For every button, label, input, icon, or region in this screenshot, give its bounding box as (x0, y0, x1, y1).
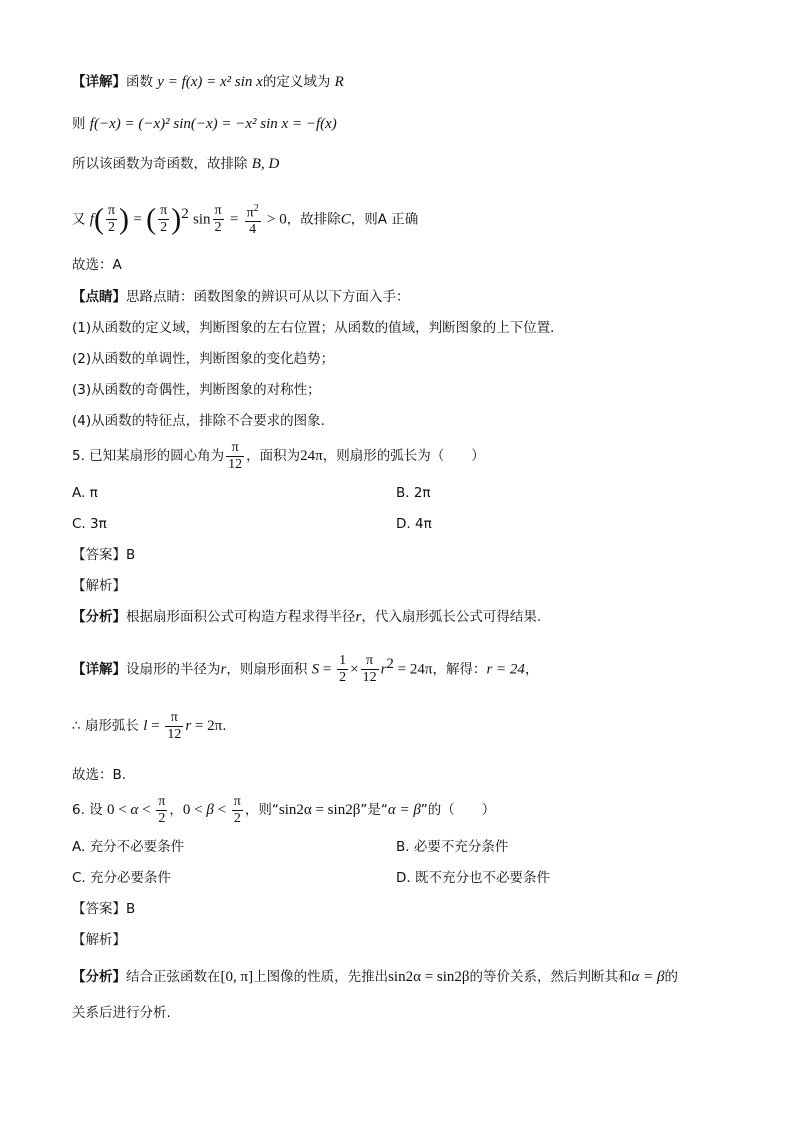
option-c-symbol: C (340, 211, 351, 228)
pi-over-2-fraction-c: $\frac{\pi}{2}$ (214, 203, 222, 235)
f-symbol: f (89, 211, 94, 228)
tip-item-4: (4)从函数的特征点，排除不合要求的图象. (72, 413, 325, 429)
then-text: 则 (72, 116, 86, 132)
pi-squared-over-4-fraction: $\frac{\pi^2}{4}$ (246, 202, 259, 238)
question-6-stem: 6. 设 0 < α < $\frac{\pi}{2}$ ，0 < β < $\frac{\pi}{2}$ ，则“sin2α = sin2β”是“α = β”的（ ） (72, 793, 496, 826)
q6-interval: [0, π] (220, 969, 254, 985)
q5-detail-e: ， (524, 661, 539, 678)
tip-label: 【点睛】 (72, 289, 126, 305)
q6-option-c: C. 充分必要条件 (72, 870, 172, 886)
q5-answer: 【答案】B (72, 547, 136, 563)
pi-over-12-fraction: $\frac{\pi}{12}$ (228, 439, 243, 472)
exclude-text: ，故排除 (286, 211, 341, 228)
q5-area: 24π (300, 448, 323, 464)
odd-function-text: 所以该函数为奇函数，故排除 (72, 156, 248, 172)
q5-detail: 【详解】设扇形的半径为r，则扇形面积 S = $\frac{1}{2}$ × $\frac{\pi}{12}$ $r^2 = 24\pi$，解得：r = 24， (72, 653, 539, 685)
pi-over-2-fraction-e: $\frac{\pi}{2}$ (233, 793, 241, 826)
choice-line-a: 故选：A (72, 257, 122, 273)
q6-fenxi (72, 967, 678, 987)
q5-option-c: C. 3π (72, 516, 107, 532)
domain-symbol: R (334, 74, 344, 90)
q5-detail-a: 设扇形的半径为 (126, 661, 221, 678)
q6-options-row-2 (72, 868, 722, 888)
q5-fenxi-r: r (355, 609, 362, 625)
q6-condition-1: sin2α = sin2β (278, 802, 361, 818)
excluded-options: B, D (251, 156, 280, 172)
q6-stem-b: ，则“ (244, 802, 279, 818)
q5-fenxi-text: 根据扇形面积公式可构造方程求得半径 (126, 609, 356, 625)
q5-options-row-1 (72, 483, 722, 503)
q6-answer: 【答案】B (72, 901, 136, 917)
odd-function-equation: f(−x) = (−x)² sin(−x) = −x² sin x = −f(x) (89, 116, 337, 132)
q5-analysis: 【解析】 (72, 578, 126, 594)
detail-line-2 (72, 114, 337, 134)
tip-item-2: (2)从函数的单调性，判断图象的变化趋势； (72, 351, 335, 367)
detail-label: 【详解】 (72, 74, 126, 90)
detail-line-3 (72, 154, 279, 174)
also-text: 又 (72, 211, 86, 228)
one-half-fraction: $\frac{1}{2}$ (339, 653, 347, 685)
pi-over-2-fraction-b: $\frac{\pi}{2}$ (160, 203, 168, 235)
pi-over-2-fraction: $\frac{\pi}{2}$ (107, 203, 116, 235)
q5-arc-line: ∴ 扇形弧长 l = $\frac{\pi}{12}$ r = 2π. (72, 709, 227, 742)
q5-options-row-2 (72, 514, 722, 534)
detail-line-4: 又 f( $\frac{\pi}{2}$ ) = ( $\frac{\pi}{2}$ )$^2$ sin $\frac{\pi}{2}$ = $\frac{\pi^2}{4}$ > 0，故排除C，则A 正确 (72, 202, 419, 238)
q6-stem-d: ”是“ (360, 802, 388, 818)
tip-text: 思路点睛：函数图象的辨识可从以下方面入手： (126, 289, 410, 305)
q5-detail-b: ，则扇形面积 (226, 661, 308, 678)
q5-radius-result: r = 24 (486, 661, 525, 678)
detail-tail: 的定义域为 (262, 74, 331, 90)
q5-detail-r: r (220, 661, 227, 678)
q6-stem-a: 6. 设 (72, 802, 103, 818)
q5-detail-label: 【详解】 (72, 661, 126, 678)
q5-stem-a: 5. 已知某扇形的圆心角为 (72, 448, 225, 464)
q6-options-row-1 (72, 837, 722, 857)
q6-option-a: A. 充分不必要条件 (72, 839, 185, 855)
pi-over-2-fraction-d: $\frac{\pi}{2}$ (158, 793, 166, 826)
q6-analysis: 【解析】 (72, 932, 126, 948)
q6-fenxi-b: 上图像的性质，先推出 (253, 969, 389, 985)
q5-option-a: A. π (72, 485, 98, 501)
conclusion-text: ，则A 正确 (350, 211, 419, 228)
q5-fenxi-label: 【分析】 (72, 609, 126, 625)
q5-fenxi (72, 607, 541, 627)
detail-text: 函数 (126, 74, 153, 90)
tip-item-1: (1)从函数的定义域，判断图象的左右位置；从函数的值域，判断图象的上下位置． (72, 320, 564, 336)
q6-fenxi-eq: sin2α = sin2β (388, 969, 470, 985)
q5-arc-b: . (222, 718, 227, 734)
q5-fenxi-tail: ，代入扇形弧长公式可得结果. (361, 609, 542, 625)
tip-item-3: (3)从函数的奇偶性，判断图象的对称性； (72, 382, 321, 398)
q6-fenxi-a: 结合正弦函数在 (126, 969, 221, 985)
tip-line (72, 287, 410, 307)
function-definition: y = f(x) = x² sin x (157, 74, 263, 90)
q5-stem-b: ，面积为 (246, 448, 301, 464)
q5-detail-c: ，解得： (432, 661, 487, 678)
q5-stem-c: ，则扇形的弧长为（ ） (322, 448, 485, 464)
question-5-stem (72, 438, 485, 474)
q6-option-d: D. 既不充分也不必要条件 (396, 870, 550, 886)
q6-fenxi-c: 的等价关系，然后判断其和 (469, 969, 632, 985)
q5-choose: 故选：B. (72, 767, 127, 783)
pi-over-12-fraction-b: $\frac{\pi}{12}$ (362, 653, 377, 685)
q5-option-b: B. 2π (396, 485, 431, 501)
q6-option-b: B. 必要不充分条件 (396, 839, 509, 855)
q6-fenxi-label: 【分析】 (72, 969, 126, 985)
q6-condition-2: α = β (387, 802, 421, 818)
q6-fenxi-eq2: α = β (631, 969, 665, 985)
q6-fenxi-line-2: 关系后进行分析. (72, 1005, 171, 1021)
q5-option-d: D. 4π (396, 516, 432, 532)
pi-over-12-fraction-c: $\frac{\pi}{12}$ (167, 709, 182, 742)
detail-line-1 (72, 72, 344, 92)
q5-arc-a: ∴ 扇形弧长 (72, 718, 139, 734)
q6-stem-f: ”的（ ） (420, 802, 496, 818)
q6-fenxi-d: 的 (664, 969, 679, 985)
